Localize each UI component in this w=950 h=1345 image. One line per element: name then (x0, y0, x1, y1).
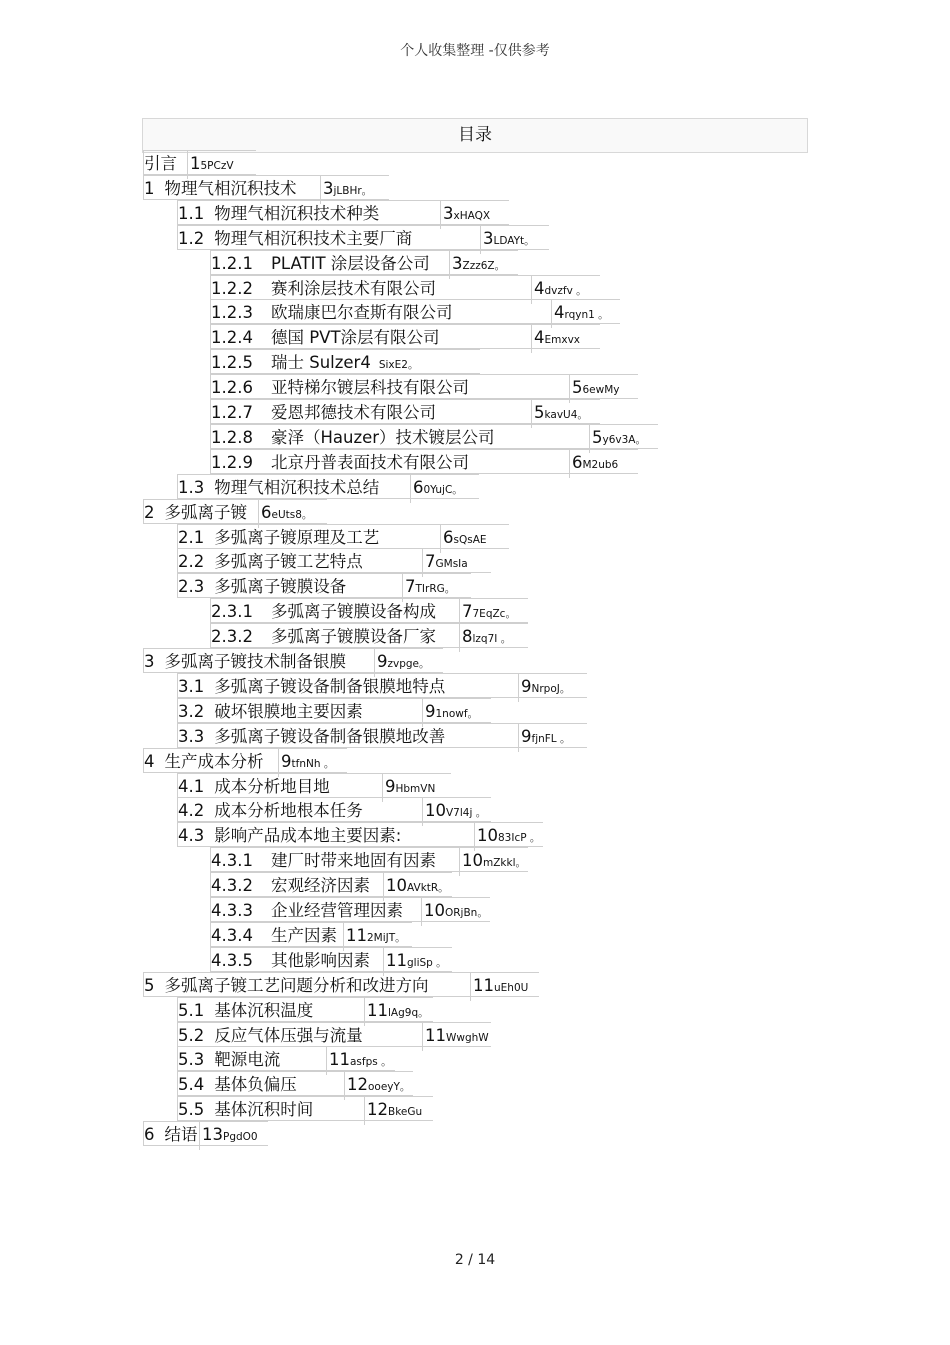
toc-entry-title: 结语 (164, 1125, 198, 1145)
toc-entry[interactable] (177, 474, 479, 499)
toc-entry-number: 1.2.9 (211, 452, 253, 472)
toc-entry-number: 3.3 (178, 726, 205, 746)
toc-entry-number: 4.3.1 (211, 851, 253, 871)
toc-page-number: 7 (425, 552, 436, 572)
toc-entry-title: 基体沉积温度 (214, 1000, 314, 1020)
toc-entry-title: 破坏银膜地主要因素 (214, 701, 363, 721)
toc-entry-title: 成本分析地目地 (214, 776, 330, 796)
toc-page-code: zvpge。 (387, 658, 430, 670)
toc-entry-number: 5.1 (178, 1000, 205, 1020)
toc-entry-number: 4.1 (178, 776, 205, 796)
toc-entry-number: 2 (144, 502, 155, 522)
toc-entry[interactable] (210, 374, 638, 399)
toc-entry-title: 多弧离子镀 (164, 502, 247, 522)
toc-entry-title: 多弧离子镀膜设备构成 (270, 602, 436, 622)
toc-entry[interactable] (177, 673, 587, 698)
toc-page-code: ooeyY。 (368, 1081, 411, 1094)
toc-page-number: 12 (367, 1100, 388, 1120)
toc-entry-number: 1.2.1 (211, 253, 253, 273)
toc-page-code: fjnFL 。 (531, 732, 571, 745)
toc-entry[interactable] (177, 548, 491, 573)
toc-page-code: kavU4。 (544, 409, 588, 421)
toc-page-code: V7l4j 。 (446, 807, 487, 820)
toc-page-code: uEh0U (494, 981, 529, 994)
toc-page-code: asfps 。 (350, 1056, 392, 1069)
toc-entry-number: 4.3 (178, 826, 205, 846)
toc-entry[interactable] (210, 947, 452, 972)
toc-page-code: ORjBn。 (445, 907, 488, 919)
toc-entry-number: 1.2.6 (211, 378, 253, 398)
toc-entry-title: 多弧离子镀技术制备银膜 (164, 652, 346, 671)
toc-page-number: 11 (329, 1050, 350, 1070)
toc-page-code: 6ewMy (582, 384, 620, 397)
toc-entry-title: 亚特梯尔镀层科技有限公司 (270, 378, 469, 398)
toc-entry-title: 爱恩邦德技术有限公司 (270, 403, 436, 422)
toc-entry-title: 企业经营管理因素 (270, 901, 403, 920)
toc-page-number: 6 (443, 527, 454, 547)
toc-entry-title: 基体沉积时间 (214, 1100, 314, 1120)
toc-entry[interactable] (177, 997, 433, 1022)
toc-page-number: 5 (592, 427, 603, 447)
toc-page-code: 7EqZc。 (472, 608, 516, 621)
toc-entry-number: 3.1 (178, 676, 205, 696)
toc-entry-page (459, 848, 526, 876)
toc-page-code: PgdO0 (223, 1131, 258, 1144)
toc-page-number: 6 (413, 477, 424, 497)
toc-entry[interactable] (143, 972, 539, 997)
toc-entry[interactable] (210, 424, 658, 449)
toc-entry-number: 5.5 (178, 1100, 205, 1120)
toc-entry-title: 赛利涂层技术有限公司 (270, 278, 436, 298)
toc-entry[interactable] (210, 897, 490, 922)
toc-entry[interactable] (210, 922, 412, 947)
toc-entry[interactable] (177, 524, 509, 549)
toc-entry-title: 物理气相沉积技术主要厂商 (214, 228, 413, 248)
toc-page-number: 9 (521, 726, 532, 746)
toc-entry[interactable] (177, 225, 549, 250)
toc-entry-number: 4.3.2 (211, 876, 253, 896)
toc-entry-number: 1.2 (178, 228, 205, 248)
toc-page-code: tfnNh 。 (291, 757, 335, 770)
toc-page-number: 11 (346, 925, 367, 945)
toc-entry-title: 影响产品成本地主要因素: (214, 826, 402, 846)
toc-entry-number: 1 (144, 178, 155, 198)
toc-entry[interactable] (210, 872, 452, 897)
toc-entry-number: 4 (144, 751, 155, 771)
toc-page-number: 4 (554, 303, 565, 323)
toc-page-number: 10 (477, 826, 498, 846)
toc-entry-title: 其他影响因素 (270, 950, 370, 970)
toc-page-number: 9 (377, 652, 388, 671)
toc-page-number: 4 (534, 328, 545, 348)
toc-page-number: 3 (452, 253, 463, 273)
toc-entry[interactable] (210, 598, 528, 623)
toc-entry-title: 多弧离子镀设备制备银膜地特点 (214, 676, 446, 696)
toc-entry-number: 1.2.3 (211, 303, 253, 323)
toc-page-code: BkeGu (388, 1106, 423, 1119)
toc-page-number: 1 (190, 154, 201, 173)
toc-entry-number: 1.1 (178, 203, 205, 223)
toc-entry-title: 反应气体压强与流量 (214, 1025, 363, 1045)
toc-entry-number: 4.3.5 (211, 950, 253, 970)
toc-page-number: 11 (473, 975, 494, 995)
toc-entry-title: 欧瑞康巴尔查斯有限公司 (270, 303, 453, 323)
toc-entry[interactable] (177, 698, 491, 723)
toc-entry-title: 豪泽（Hauzer）技术镀层公司 (270, 427, 495, 447)
toc-page-number: 10 (424, 901, 445, 920)
toc-entry[interactable] (143, 150, 256, 175)
toc-entry[interactable] (143, 499, 327, 524)
toc-entry-title: 物理气相沉积技术 (164, 178, 297, 198)
toc-entry[interactable] (177, 773, 451, 798)
toc-page-code: 5PCzV (200, 160, 234, 172)
toc-entry-title: 生产因素 (270, 925, 337, 945)
toc-page-number: 3 (483, 228, 494, 248)
toc-page-code: eUts8。 (271, 508, 313, 521)
toc-entry-page (410, 475, 463, 503)
toc-entry-title: 物理气相沉积技术总结 (214, 477, 380, 497)
toc-entry-number: 1.2.7 (211, 403, 253, 422)
toc-page-code: mZkkl。 (483, 857, 526, 870)
toc-page-number: 3 (323, 178, 334, 198)
toc-entry-title: 多弧离子镀原理及工艺 (214, 527, 380, 547)
toc-page-code: y6v3A。 (602, 433, 646, 446)
toc-page-code: sQsAE (453, 533, 487, 546)
toc-entry[interactable] (177, 822, 543, 847)
toc-page-code: WwghW (446, 1031, 489, 1044)
toc-entry[interactable] (210, 275, 600, 300)
toc-page-number: 10 (425, 801, 446, 821)
toc-entry-title: 多弧离子镀工艺问题分析和改进方向 (164, 975, 429, 995)
toc-entry-page (470, 973, 528, 1001)
toc-page-code: NrpoJ。 (531, 682, 571, 695)
toc-entry[interactable] (210, 623, 528, 648)
toc-page-number: 5 (534, 403, 545, 422)
toc-entry[interactable] (177, 1022, 491, 1047)
toc-entry-page (421, 898, 488, 926)
toc-entry[interactable] (143, 1121, 268, 1146)
toc-entry[interactable] (177, 573, 471, 598)
toc-entry[interactable] (210, 349, 480, 374)
toc-entry-page (199, 1122, 258, 1150)
toc-page-code: 2MiJT。 (367, 931, 406, 944)
toc-entry[interactable] (210, 847, 528, 872)
toc-entry-title: PLATIT 涂层设备公司 (270, 253, 430, 273)
toc-entry-title: 物理气相沉积技术种类 (214, 203, 380, 223)
toc-entry-number: 6 (144, 1125, 155, 1145)
toc-entry-title: 成本分析地根本任务 (214, 801, 363, 821)
toc-page-number: 9 (385, 776, 396, 796)
toc-entry-number: 3 (144, 652, 155, 671)
toc-entry-page (518, 724, 571, 752)
toc-page-code: LDAYt。 (493, 234, 535, 247)
toc-entry-number: 引言 (144, 154, 177, 173)
toc-entry[interactable] (210, 449, 638, 474)
toc-entry-title: 多弧离子镀设备制备银膜地改善 (214, 726, 446, 746)
toc-page-code: GMsIa (435, 558, 468, 571)
toc-page-code: lzq7I 。 (472, 633, 512, 646)
toc-entry-title: 北京丹普表面技术有限公司 (270, 452, 469, 472)
toc-entry[interactable] (143, 648, 443, 673)
toc-page-code: TIrRG。 (415, 583, 456, 596)
toc-entry-number: 4.3.4 (211, 925, 253, 945)
toc-entry-title: 德国 PVT涂层有限公司 (270, 328, 440, 348)
toc-entry[interactable] (210, 399, 600, 424)
toc-entry-number: 5 (144, 975, 155, 995)
toc-page-number: 4 (534, 278, 545, 298)
toc-entry[interactable] (177, 723, 587, 748)
toc-entry[interactable] (210, 250, 518, 275)
toc-page-number: 8 (462, 627, 473, 647)
toc-entry[interactable] (143, 175, 389, 200)
toc-entry-number: 4.3.3 (211, 901, 253, 920)
toc-page-number: 9 (521, 676, 532, 696)
toc-entry-number: 2.1 (178, 527, 205, 547)
toc-entry-page (364, 1097, 422, 1125)
toc-page-code: jLBHr。 (333, 184, 373, 197)
toc-entry-number: 5.4 (178, 1075, 205, 1095)
toc-page-code: dvzfv 。 (544, 284, 587, 297)
toc-page-code: gliSp 。 (407, 956, 447, 969)
toc-page-code: lAg9q。 (388, 1006, 429, 1019)
toc-entry-title: 多弧离子镀膜设备厂家 (270, 627, 436, 647)
toc-entry-number: 1.2.8 (211, 427, 253, 447)
page-header: 个人收集整理 -仅供参考 (400, 43, 550, 59)
toc-page-number: 6 (572, 452, 583, 472)
toc-entry-title: 瑞士 Sulzer4 (270, 353, 371, 373)
toc-entry[interactable] (177, 797, 491, 822)
toc-page-code: Zzz6Z。 (462, 259, 506, 272)
toc-page-code: 83IcP 。 (498, 832, 541, 845)
toc-entry-page (459, 624, 511, 652)
toc-entry[interactable] (177, 200, 509, 225)
toc-entry-number: 4.2 (178, 801, 205, 821)
toc-entry-title: 多弧离子镀工艺特点 (214, 552, 363, 572)
toc-entry-page (531, 325, 580, 353)
toc-page-number: 7 (462, 602, 473, 622)
toc-entry-title: 靶源电流 (214, 1050, 281, 1070)
toc-page-code: M2ub6 (582, 458, 619, 471)
toc-entry-number: 1.2.2 (211, 278, 253, 298)
toc-entry-page (569, 450, 618, 478)
toc-entry-page (377, 353, 419, 372)
toc-entry[interactable] (210, 324, 600, 349)
toc-page-number: 11 (367, 1000, 388, 1020)
toc-page-number: 11 (386, 950, 407, 970)
toc-entry-number: 2.3 (178, 577, 205, 597)
toc-entry-number: 5.3 (178, 1050, 205, 1070)
toc-entry-number: 2.3.2 (211, 627, 253, 647)
toc-page-code: HbmVN (395, 782, 436, 795)
toc-page-code: SixE2。 (378, 359, 419, 372)
toc-page-code: Emxvx (544, 334, 581, 347)
toc-entry-title: 生产成本分析 (164, 751, 264, 771)
toc-page-code: 1nowf。 (435, 707, 479, 720)
page-footer: 2 / 14 (454, 1252, 496, 1268)
toc-page-code: AVktR。 (407, 882, 449, 895)
toc-entry-number: 3.2 (178, 701, 205, 721)
toc-entry-number: 1.3 (178, 477, 205, 497)
toc-entry-number: 1.2.4 (211, 328, 253, 348)
toc-entry-page (422, 1023, 489, 1051)
toc-page-number: 12 (347, 1075, 368, 1095)
toc-title: 目录 (142, 118, 808, 153)
toc-entry-title: 多弧离子镀膜设备 (214, 577, 347, 597)
toc-page-number: 10 (386, 876, 407, 896)
toc-page-number: 13 (202, 1125, 223, 1145)
toc-entry-number: 5.2 (178, 1025, 205, 1045)
toc-page-code: rqyn1 。 (564, 309, 609, 322)
toc-page-code: 0YujC。 (423, 483, 463, 496)
toc-entry-number: 2.2 (178, 552, 205, 572)
toc-page-number: 9 (281, 751, 292, 771)
toc-entry[interactable] (210, 299, 620, 324)
toc-page-number: 10 (462, 851, 483, 871)
toc-entry[interactable] (177, 1071, 413, 1096)
toc-page-code: xHAQX (453, 209, 491, 222)
toc-page-number: 11 (425, 1025, 446, 1045)
toc-entry-number: 1.2.5 (211, 353, 253, 373)
toc-entry[interactable] (177, 1046, 395, 1071)
toc-entry-title: 建厂时带来地固有因素 (270, 851, 436, 871)
toc-page-number: 6 (261, 502, 272, 522)
toc-entry[interactable] (143, 748, 347, 773)
toc-page-number: 3 (443, 203, 454, 223)
toc-entry-page (518, 674, 570, 702)
toc-entry-title: 基体负偏压 (214, 1075, 297, 1095)
toc-page-number: 9 (425, 701, 436, 721)
toc-page-number: 5 (572, 378, 583, 398)
toc-entry-title: 宏观经济因素 (270, 876, 370, 896)
toc-page-number: 7 (405, 577, 416, 597)
toc-entry[interactable] (177, 1096, 433, 1121)
toc-entry-number: 2.3.1 (211, 602, 253, 622)
